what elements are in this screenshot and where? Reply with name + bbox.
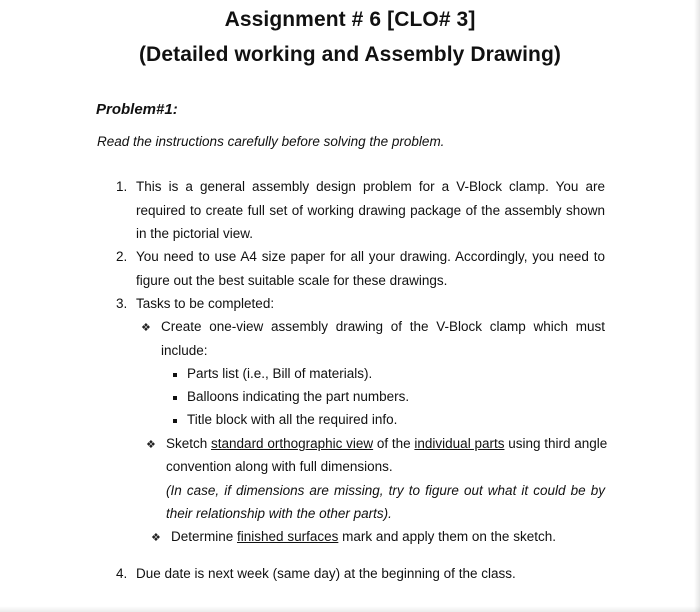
subtask-1-line-1: Create one-view assembly drawing of the V-Block clamp which must	[161, 319, 605, 334]
subtask-2-text: of the	[373, 436, 415, 451]
bullet-title-block: Title block with all the required info.	[187, 412, 398, 427]
diamond-bullet-icon: ❖	[151, 532, 161, 544]
individual-parts-underlined: individual parts	[414, 436, 505, 451]
item-1-line-1: This is a general assembly design problem for a V-Block clamp. You are	[136, 179, 605, 194]
subtask-2-line-2: convention along with full dimensions.	[166, 459, 393, 474]
subtask-3-text: mark and apply them on the sketch.	[338, 529, 556, 544]
page-edge-shadow	[0, 606, 700, 612]
item-4-line-1: Due date is next week (same day) at the beginning of the class.	[136, 566, 516, 581]
item-1-number: 1.	[116, 179, 128, 194]
bullet-balloons: Balloons indicating the part numbers.	[187, 389, 410, 404]
problem-instruction: Read the instructions carefully before solving the problem.	[97, 134, 445, 149]
problem-heading: Problem#1:	[96, 101, 178, 118]
item-4-number: 4.	[116, 566, 128, 581]
subtask-2-line-1	[166, 436, 607, 451]
item-3-line-1: Tasks to be completed:	[136, 296, 275, 311]
page-subtitle: (Detailed working and Assembly Drawing)	[138, 43, 562, 66]
subtask-1-line-2: include:	[161, 343, 208, 358]
item-2-line-1: You need to use A4 size paper for all your drawing. Accordingly, you need to	[136, 249, 605, 264]
orthographic-view-underlined: standard orthographic view	[211, 436, 374, 451]
item-2-number: 2.	[116, 249, 128, 264]
finished-surfaces-underlined: finished surfaces	[237, 529, 339, 544]
item-3-number: 3.	[116, 296, 128, 311]
subtask-3-text: Determine	[171, 529, 238, 544]
subtask-2-text: using third angle	[504, 436, 608, 451]
item-2-line-2: figure out the best suitable scale for these drawings.	[136, 273, 448, 288]
item-1-line-3: in the pictorial view.	[136, 226, 254, 241]
page-title: Assignment # 6 [CLO# 3]	[224, 8, 476, 31]
diamond-bullet-icon: ❖	[146, 439, 156, 451]
page-edge-shadow	[694, 0, 700, 612]
bullet-parts-list: Parts list (i.e., Bill of materials).	[187, 366, 373, 381]
square-bullet-icon	[173, 396, 177, 400]
square-bullet-icon	[173, 419, 177, 423]
subtask-2-text: Sketch	[166, 436, 212, 451]
square-bullet-icon	[173, 373, 177, 377]
item-1-line-2: required to create full set of working drawing package of the assembly shown	[136, 203, 605, 218]
diamond-bullet-icon: ❖	[141, 322, 151, 334]
subtask-2-note-1: (In case, if dimensions are missing, try to figure out what it could be by	[166, 483, 605, 498]
subtask-3-line	[171, 529, 556, 544]
subtask-2-note-2: their relationship with the other parts).	[166, 506, 392, 521]
